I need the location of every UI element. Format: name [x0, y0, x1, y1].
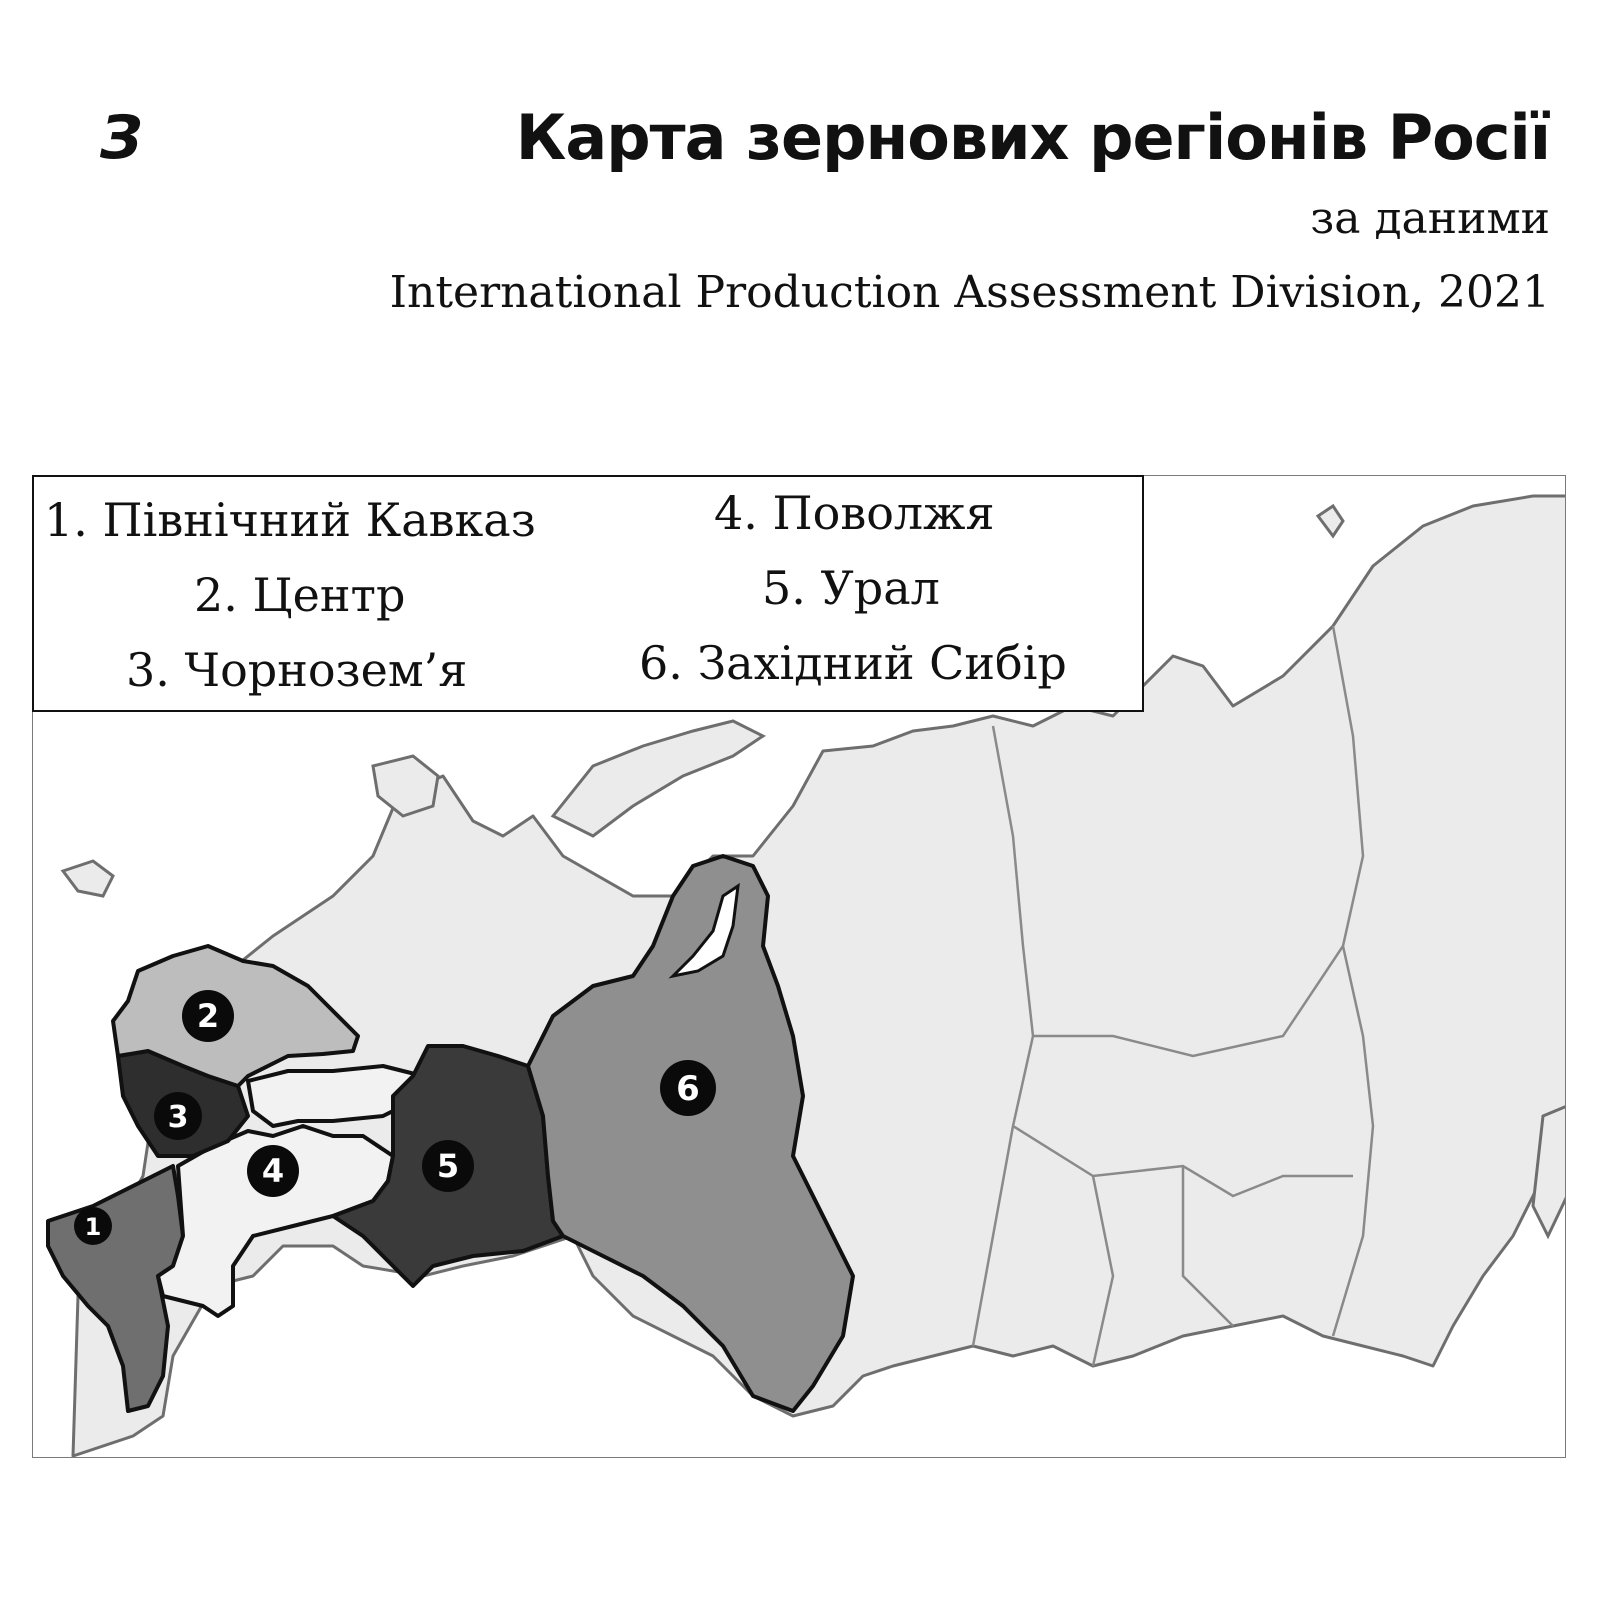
marker-region-4: [247, 1145, 299, 1197]
marker-label: 3: [167, 1100, 189, 1135]
novaya-zemlya-island: [553, 721, 763, 836]
kola-island: [373, 756, 438, 816]
publisher-logo: З: [100, 103, 141, 173]
marker-label: 4: [261, 1152, 285, 1190]
small-island: [63, 861, 113, 896]
source-caption: за даними: [1310, 193, 1550, 244]
map-legend: [32, 475, 1144, 712]
legend-item-north-caucasus: 1. Північний Кавказ: [44, 493, 536, 547]
marker-region-1: [74, 1207, 112, 1245]
source-name: International Production Assessment Division, 2021: [389, 267, 1550, 318]
marker-region-6: [660, 1060, 716, 1116]
legend-item-urals: 5. Урал: [762, 561, 940, 615]
legend-item-chernozem: 3. Чорнозем’я: [126, 643, 468, 697]
legend-item-centre: 2. Центр: [194, 568, 406, 622]
legend-item-western-siberia: 6. Західний Сибір: [639, 636, 1067, 690]
marker-label: 1: [84, 1213, 102, 1241]
marker-region-5: [422, 1140, 474, 1192]
small-island: [1318, 506, 1343, 536]
marker-region-3: [154, 1092, 202, 1140]
page-title: Карта зернових регіонів Росії: [515, 101, 1550, 174]
marker-label: 5: [436, 1147, 460, 1185]
marker-region-2: [182, 990, 234, 1042]
marker-label: 6: [676, 1069, 700, 1109]
marker-label: 2: [196, 997, 220, 1035]
legend-item-volga: 4. Поволжя: [714, 486, 995, 540]
